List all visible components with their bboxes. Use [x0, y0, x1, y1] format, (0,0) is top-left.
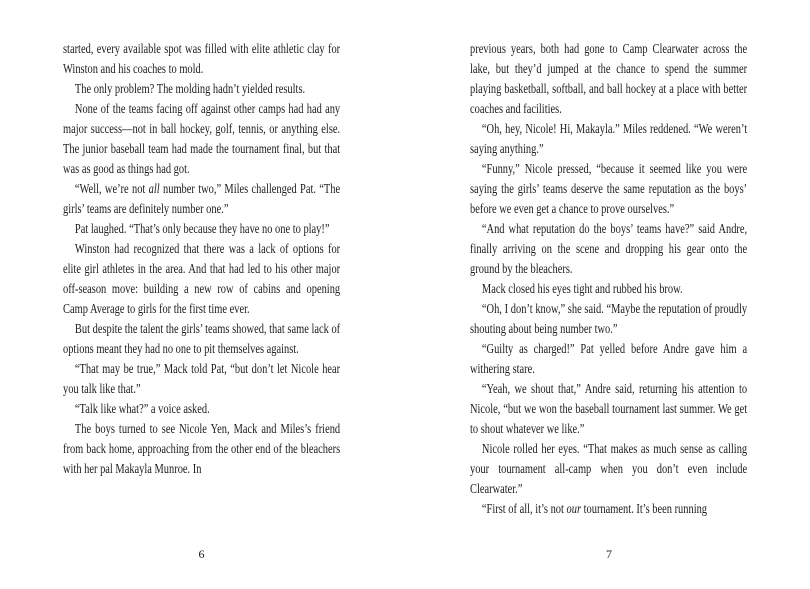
text-run: previous years, both had gone to Camp Clearwater across the lake, but they’d jumped at the chance to spend the summer playing basketball, softball, and ball hockey at a place with better coaches and facilities.: [470, 42, 748, 117]
right-page: [470, 0, 748, 589]
paragraph: [63, 360, 340, 400]
text-run: tournament. It’s been running: [581, 502, 708, 517]
text-run: Winston had recognized that there was a lack of options for elite girl athletes in the area. And that had led to his other major off-season move: building a new row of cabins and opening Camp Average to girls for the first time ever.: [63, 242, 341, 317]
paragraph: [470, 160, 747, 220]
right-page-number: 7: [606, 547, 612, 561]
italic-text-run: our: [566, 502, 582, 517]
text-run: Nicole rolled her eyes. “That makes as much sense as calling your tournament all-camp when you don’t even include Clearwater.”: [470, 442, 748, 497]
right-page-text: [470, 40, 747, 520]
paragraph: [470, 120, 747, 160]
text-run: Mack closed his eyes tight and rubbed his brow.: [481, 282, 683, 297]
text-run: “Yeah, we shout that,” Andre said, returning his attention to Nicole, “but we won the baseball tournament last summer. We get to shout whatever we like.”: [470, 382, 748, 437]
paragraph: [63, 100, 340, 180]
text-run: “And what reputation do the boys’ teams have?” said Andre, finally arriving on the scene and dropping his gear onto the ground by the bleachers.: [470, 222, 748, 277]
paragraph: [63, 320, 340, 360]
text-run: The only problem? The molding hadn’t yielded results.: [74, 82, 306, 97]
left-page-number: 6: [198, 547, 205, 561]
paragraph: [470, 300, 747, 340]
text-run: started, every available spot was filled with elite athletic clay for Winston and his coaches to mold.: [63, 42, 341, 77]
left-page-text: [63, 40, 340, 480]
paragraph: [470, 340, 747, 380]
paragraph: [63, 80, 340, 100]
paragraph: [63, 220, 340, 240]
paragraph: [470, 220, 747, 280]
paragraph: [470, 40, 747, 120]
text-run: “Oh, I don’t know,” she said. “Maybe the reputation of proudly shouting about being number two.”: [470, 302, 748, 337]
text-run: None of the teams facing off against other camps had had any major success—not in ball hockey, golf, tennis, or anything else. The junior baseball team had made the tournament final, but that was as good as things had got.: [63, 102, 341, 177]
text-run: number two,” Miles challenged Pat. “The girls’ teams are definitely number one.”: [63, 182, 341, 217]
text-run: “First of all, it’s not: [481, 502, 567, 517]
paragraph: [470, 280, 747, 300]
text-run: Pat laughed. “That’s only because they have no one to play!”: [74, 222, 330, 237]
text-run: “Funny,” Nicole pressed, “because it seemed like you were saying the girls’ teams deserve the same reputation as the boys’ before we even get a chance to prove ourselves.”: [470, 162, 748, 217]
italic-text-run: all: [148, 182, 160, 197]
text-run: “That may be true,” Mack told Pat, “but don’t let Nicole hear you talk like that.”: [63, 362, 341, 397]
paragraph: [470, 440, 747, 500]
text-run: “Talk like what?” a voice asked.: [74, 402, 210, 417]
text-run: “Guilty as charged!” Pat yelled before Andre gave him a withering stare.: [470, 342, 748, 377]
text-run: The boys turned to see Nicole Yen, Mack and Miles’s friend from back home, approaching from the other end of the bleachers with her pal Makayla Munroe. In: [63, 422, 341, 477]
paragraph: [470, 500, 747, 520]
left-page: [63, 0, 340, 589]
paragraph: [63, 180, 340, 220]
paragraph: [63, 420, 340, 480]
text-run: But despite the talent the girls’ teams showed, that same lack of options meant they had no one to pit themselves against.: [63, 322, 341, 357]
paragraph: [63, 240, 340, 320]
paragraph: [63, 40, 340, 80]
paragraph: [470, 380, 747, 440]
text-run: “Oh, hey, Nicole! Hi, Makayla.” Miles reddened. “We weren’t saying anything.”: [470, 122, 748, 157]
paragraph: [63, 400, 340, 420]
text-run: “Well, we’re not: [74, 182, 149, 197]
